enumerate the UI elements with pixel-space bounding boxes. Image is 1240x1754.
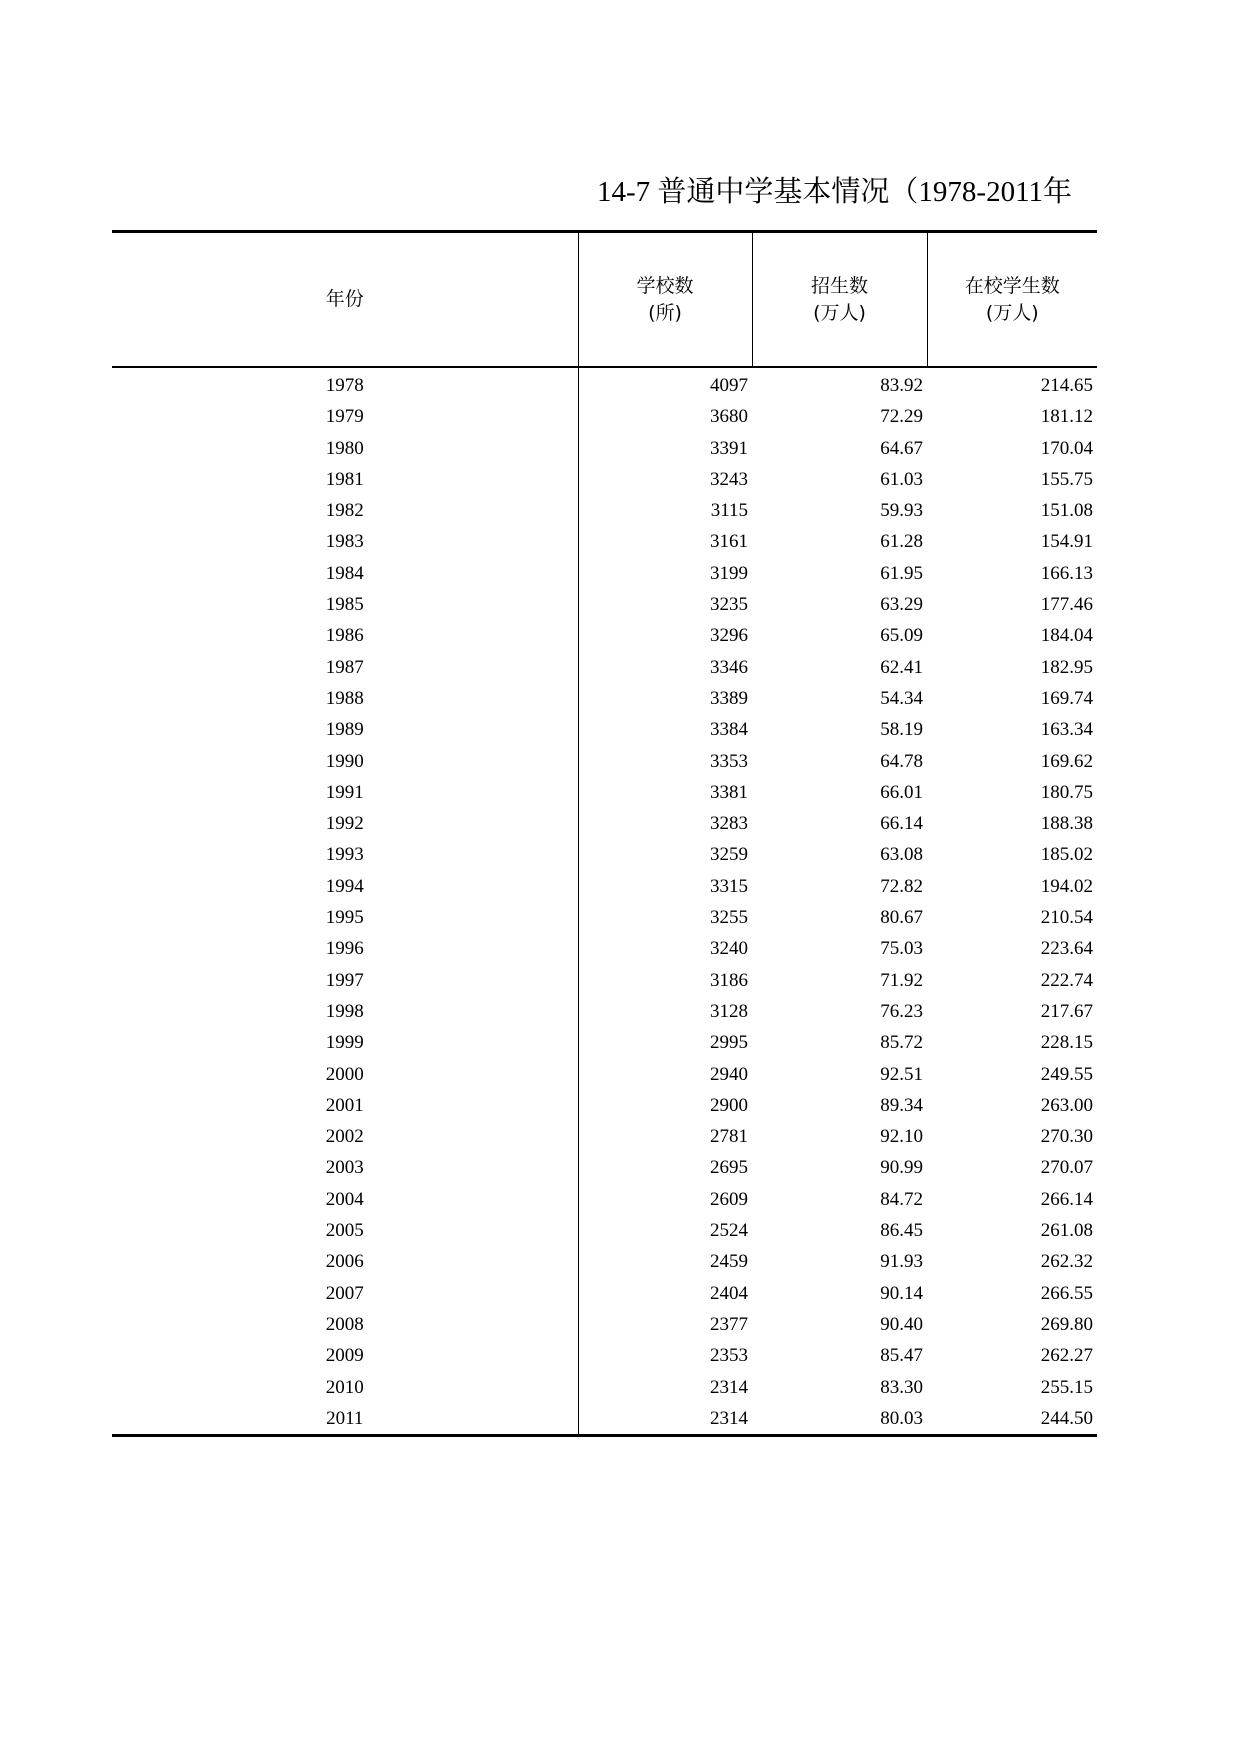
cell-students: 177.46	[1040, 594, 1093, 616]
cell-students: 214.65	[1040, 375, 1093, 396]
cell-year: 1988	[112, 683, 578, 714]
cell-year: 2010	[112, 1372, 578, 1403]
cell-year: 2011	[112, 1403, 578, 1436]
table-row	[112, 526, 1097, 557]
cell-enrollment: 62.41	[880, 656, 923, 678]
cell-enrollment: 80.03	[752, 1403, 927, 1436]
cell-students: 244.50	[927, 1403, 1097, 1436]
table-header-row	[112, 232, 1097, 368]
cell-students: 155.75	[1040, 468, 1093, 490]
cell-schools: 2314	[710, 1376, 748, 1398]
cell-students: 169.74	[1040, 687, 1093, 709]
table-row	[112, 1403, 1097, 1436]
cell-year: 1993	[112, 839, 578, 870]
cell-year: 1990	[112, 746, 578, 777]
cell-schools: 3346	[710, 656, 748, 678]
cell-schools: 2609	[710, 1188, 748, 1210]
cell-year: 1996	[112, 933, 578, 964]
table-row	[112, 871, 1097, 902]
table-row	[112, 683, 1097, 714]
cell-year: 1984	[112, 558, 578, 589]
cell-enrollment: 54.34	[880, 687, 923, 709]
cell-students: 184.04	[1040, 625, 1093, 647]
header-students	[927, 232, 1097, 368]
cell-students: 170.04	[1040, 437, 1093, 459]
cell-students: 266.55	[1040, 1282, 1093, 1304]
table-row	[112, 1027, 1097, 1058]
table-row	[112, 589, 1097, 620]
table-row	[112, 464, 1097, 495]
cell-schools: 3186	[710, 969, 748, 991]
cell-enrollment: 89.34	[880, 1094, 923, 1116]
header-enrollment-label: 招生数	[810, 274, 868, 297]
cell-year: 1983	[112, 526, 578, 557]
cell-enrollment: 92.51	[880, 1063, 923, 1085]
cell-year: 1994	[112, 871, 578, 902]
cell-students: 270.07	[1040, 1157, 1093, 1179]
table-row	[112, 620, 1097, 651]
table-row	[112, 558, 1097, 589]
cell-enrollment: 65.09	[880, 625, 923, 647]
cell-schools: 2781	[710, 1126, 748, 1148]
table-row	[112, 714, 1097, 745]
cell-schools: 4097	[710, 375, 748, 396]
cell-year: 1992	[112, 808, 578, 839]
cell-enrollment: 85.72	[880, 1032, 923, 1054]
cell-students: 263.00	[1040, 1094, 1093, 1116]
cell-schools: 2524	[710, 1220, 748, 1242]
cell-enrollment: 61.95	[880, 562, 923, 584]
cell-year: 1998	[112, 996, 578, 1027]
table-row	[112, 1246, 1097, 1277]
cell-enrollment: 85.47	[880, 1345, 923, 1367]
table-body	[112, 367, 1097, 1436]
cell-year: 1985	[112, 589, 578, 620]
cell-schools: 3240	[710, 938, 748, 960]
cell-year: 2005	[112, 1215, 578, 1246]
table-container	[112, 230, 1097, 1437]
cell-enrollment: 90.99	[880, 1157, 923, 1179]
page-title: 14-7 普通中学基本情况（1978-2011年	[597, 176, 1072, 208]
cell-schools: 2995	[710, 1032, 748, 1054]
cell-year: 1987	[112, 652, 578, 683]
cell-enrollment: 66.01	[880, 781, 923, 803]
cell-year: 1989	[112, 714, 578, 745]
cell-schools: 3391	[710, 437, 748, 459]
cell-enrollment: 83.92	[880, 375, 923, 396]
cell-students: 182.95	[1040, 656, 1093, 678]
cell-schools: 3353	[710, 750, 748, 772]
cell-students: 266.14	[1040, 1188, 1093, 1210]
cell-enrollment: 64.67	[880, 437, 923, 459]
table-row	[112, 1090, 1097, 1121]
header-schools-unit: (所)	[648, 301, 682, 324]
cell-enrollment: 59.93	[880, 500, 923, 522]
header-students-label: 在校学生数	[964, 274, 1060, 297]
cell-year: 1995	[112, 902, 578, 933]
cell-students: 180.75	[1040, 781, 1093, 803]
cell-enrollment: 63.29	[880, 594, 923, 616]
cell-year: 1997	[112, 965, 578, 996]
table-row	[112, 1215, 1097, 1246]
cell-students: 249.55	[1040, 1063, 1093, 1085]
cell-year: 1981	[112, 464, 578, 495]
cell-schools: 3199	[710, 562, 748, 584]
cell-students: 166.13	[1040, 562, 1093, 584]
cell-enrollment: 63.08	[880, 844, 923, 866]
cell-students: 151.08	[1040, 500, 1093, 522]
table-row	[112, 965, 1097, 996]
cell-students: 169.62	[1040, 750, 1093, 772]
table-row	[112, 746, 1097, 777]
cell-year: 2001	[112, 1090, 578, 1121]
cell-schools: 3128	[710, 1000, 748, 1022]
table-row	[112, 401, 1097, 432]
header-year-label: 年份	[325, 288, 364, 310]
cell-year: 2002	[112, 1121, 578, 1152]
table-row	[112, 1278, 1097, 1309]
cell-enrollment: 64.78	[880, 750, 923, 772]
statistics-table	[112, 230, 1097, 1437]
header-students-unit: (万人)	[985, 301, 1039, 324]
cell-year: 2000	[112, 1059, 578, 1090]
cell-year: 1982	[112, 495, 578, 526]
cell-schools: 3235	[710, 594, 748, 616]
cell-schools: 2404	[710, 1282, 748, 1304]
cell-schools: 3255	[710, 907, 748, 929]
cell-students: 154.91	[1040, 531, 1093, 553]
cell-enrollment: 80.67	[880, 907, 923, 929]
cell-students: 217.67	[1040, 1000, 1093, 1022]
cell-schools: 3259	[710, 844, 748, 866]
table-row	[112, 367, 1097, 401]
cell-schools: 3389	[710, 687, 748, 709]
cell-year: 2004	[112, 1184, 578, 1215]
cell-year: 1978	[112, 367, 578, 401]
cell-schools: 2314	[578, 1403, 752, 1436]
cell-students: 255.15	[1040, 1376, 1093, 1398]
cell-students: 194.02	[1040, 875, 1093, 897]
cell-schools: 2900	[710, 1094, 748, 1116]
cell-enrollment: 72.29	[880, 406, 923, 428]
table-row	[112, 777, 1097, 808]
cell-students: 223.64	[1040, 938, 1093, 960]
cell-schools: 2695	[710, 1157, 748, 1179]
cell-students: 228.15	[1040, 1032, 1093, 1054]
cell-enrollment: 83.30	[880, 1376, 923, 1398]
cell-schools: 3283	[710, 813, 748, 835]
cell-enrollment: 58.19	[880, 719, 923, 741]
table-row	[112, 902, 1097, 933]
table-row	[112, 1184, 1097, 1215]
cell-enrollment: 66.14	[880, 813, 923, 835]
cell-schools: 3115	[710, 500, 748, 522]
cell-students: 262.27	[1040, 1345, 1093, 1367]
header-year	[112, 232, 578, 368]
cell-year: 2008	[112, 1309, 578, 1340]
cell-students: 185.02	[1040, 844, 1093, 866]
cell-students: 163.34	[1040, 719, 1093, 741]
table-row	[112, 1152, 1097, 1183]
cell-schools: 3315	[710, 875, 748, 897]
table-row	[112, 933, 1097, 964]
cell-students: 270.30	[1040, 1126, 1093, 1148]
cell-students: 262.32	[1040, 1251, 1093, 1273]
cell-schools: 3381	[710, 781, 748, 803]
cell-enrollment: 71.92	[880, 969, 923, 991]
cell-schools: 3243	[710, 468, 748, 490]
cell-enrollment: 90.14	[880, 1282, 923, 1304]
cell-schools: 2940	[710, 1063, 748, 1085]
header-schools-label: 学校数	[636, 274, 694, 297]
table-row	[112, 1372, 1097, 1403]
table-row	[112, 808, 1097, 839]
cell-enrollment: 84.72	[880, 1188, 923, 1210]
cell-year: 2006	[112, 1246, 578, 1277]
header-enrollment	[752, 232, 927, 368]
cell-schools: 3680	[710, 406, 748, 428]
cell-enrollment: 61.03	[880, 468, 923, 490]
table-row	[112, 839, 1097, 870]
cell-year: 1999	[112, 1027, 578, 1058]
cell-students: 210.54	[1040, 907, 1093, 929]
cell-year: 1986	[112, 620, 578, 651]
table-row	[112, 1121, 1097, 1152]
cell-schools: 2353	[710, 1345, 748, 1367]
cell-enrollment: 76.23	[880, 1000, 923, 1022]
cell-schools: 3161	[710, 531, 748, 553]
header-enrollment-unit: (万人)	[813, 301, 866, 324]
cell-enrollment: 92.10	[880, 1126, 923, 1148]
cell-enrollment: 75.03	[880, 938, 923, 960]
cell-enrollment: 90.40	[880, 1313, 923, 1335]
cell-students: 222.74	[1040, 969, 1093, 991]
cell-students: 269.80	[1040, 1313, 1093, 1335]
cell-enrollment: 61.28	[880, 531, 923, 553]
cell-enrollment: 91.93	[880, 1251, 923, 1273]
cell-students: 188.38	[1040, 813, 1093, 835]
cell-year: 1980	[112, 433, 578, 464]
cell-year: 2009	[112, 1340, 578, 1371]
table-row	[112, 1059, 1097, 1090]
table-row	[112, 495, 1097, 526]
table-row	[112, 1309, 1097, 1340]
table-row	[112, 433, 1097, 464]
cell-year: 1979	[112, 401, 578, 432]
table-row	[112, 996, 1097, 1027]
cell-students: 261.08	[1040, 1220, 1093, 1242]
cell-schools: 2377	[710, 1313, 748, 1335]
table-row	[112, 652, 1097, 683]
cell-schools: 3296	[710, 625, 748, 647]
table-row	[112, 1340, 1097, 1371]
cell-year: 2007	[112, 1278, 578, 1309]
cell-schools: 2459	[710, 1251, 748, 1273]
cell-year: 2003	[112, 1152, 578, 1183]
cell-students: 181.12	[1040, 406, 1093, 428]
cell-year: 1991	[112, 777, 578, 808]
cell-enrollment: 86.45	[880, 1220, 923, 1242]
cell-enrollment: 72.82	[880, 875, 923, 897]
header-schools	[578, 232, 752, 368]
cell-schools: 3384	[710, 719, 748, 741]
